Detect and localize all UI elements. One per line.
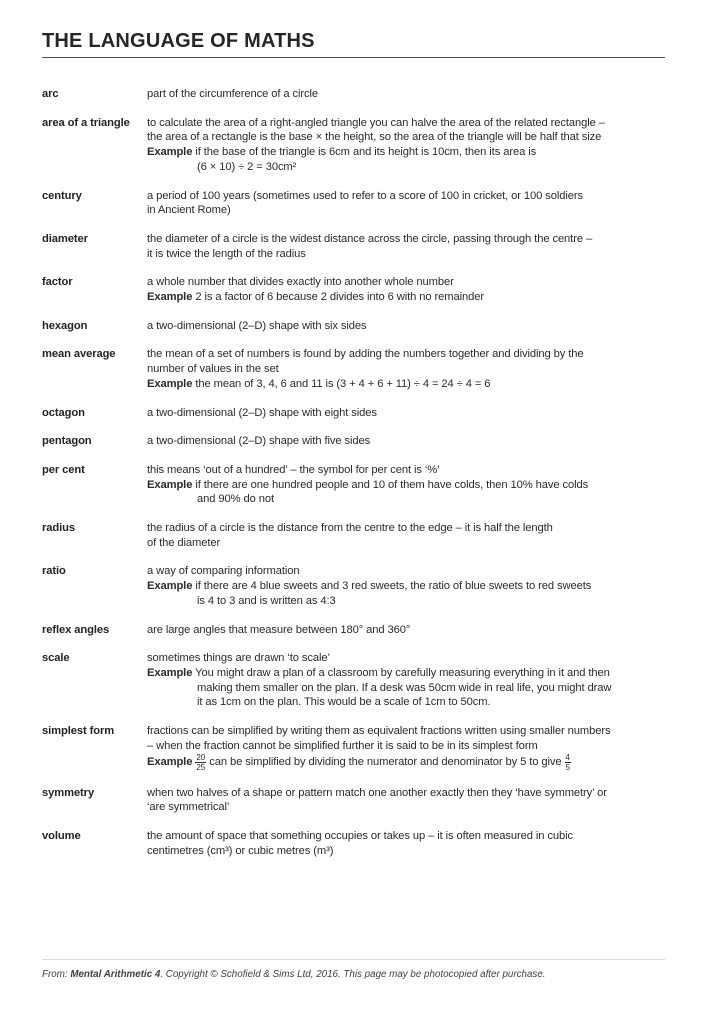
- glossary-entry: [42, 232, 665, 261]
- glossary-entry: [42, 463, 665, 507]
- example-label: Example: [147, 291, 193, 304]
- term-label: area of a triangle: [42, 116, 130, 129]
- fraction-denominator: 5: [565, 762, 570, 772]
- term-label: radius: [42, 522, 75, 535]
- definition-line: to calculate the area of a right-angled triangle you can halve the area of the related rectangle –: [147, 116, 605, 129]
- example-label: Example: [147, 666, 193, 679]
- term-label: ratio: [42, 565, 66, 578]
- definition-line: making them smaller on the plan. If a desk was 50cm wide in real life, you might draw: [197, 681, 612, 694]
- definition: [147, 564, 665, 608]
- glossary-entry: [42, 87, 665, 102]
- definition: [147, 87, 665, 102]
- term-label: octagon: [42, 406, 85, 419]
- glossary-entry: [42, 786, 665, 815]
- definition-line: when two halves of a shape or pattern match one another exactly then they ‘have symmetry’ or: [147, 786, 607, 799]
- fraction-numerator: 4: [565, 752, 570, 762]
- glossary-entry: [42, 116, 665, 175]
- example-label: Example: [147, 377, 193, 390]
- term-label: diameter: [42, 232, 88, 245]
- footer-prefix: From:: [42, 969, 71, 980]
- glossary-entry: [42, 406, 665, 421]
- glossary-list: [42, 87, 665, 858]
- definition-line: a two-dimensional (2–D) shape with eight sides: [147, 406, 377, 419]
- definition-line: a whole number that divides exactly into another whole number: [147, 276, 454, 289]
- definition-line: centimetres (cm³) or cubic metres (m³): [147, 844, 334, 857]
- definition-line: – when the fraction cannot be simplified further it is said to be in its simplest form: [147, 739, 538, 752]
- definition-line: and 90% do not: [197, 493, 274, 506]
- footer: [42, 959, 665, 981]
- definition-line: Example if the base of the triangle is 6cm and its height is 10cm, then its area is: [147, 146, 537, 159]
- glossary-entry: [42, 434, 665, 449]
- example-label: Example: [147, 755, 193, 768]
- term-label: pentagon: [42, 435, 92, 448]
- definition-line: ‘are symmetrical’: [147, 801, 230, 814]
- definition: [147, 347, 665, 391]
- glossary-entry: [42, 623, 665, 638]
- definition: [147, 651, 665, 710]
- definition-line: Example You might draw a plan of a classroom by carefully measuring everything in it and then: [147, 666, 610, 679]
- definition-line: this means ‘out of a hundred’ – the symbol for per cent is ‘%’: [147, 463, 440, 476]
- term-label: symmetry: [42, 786, 95, 799]
- definition: [147, 786, 665, 815]
- definition-line: fractions can be simplified by writing them as equivalent fractions written using smaller numbers: [147, 725, 611, 738]
- definition: [147, 319, 665, 334]
- footer-source-title: Mental Arithmetic 4: [70, 969, 161, 980]
- definition-line: it as 1cm on the plan. This would be a scale of 1cm to 50cm.: [197, 696, 491, 709]
- fraction: [195, 754, 206, 772]
- definition-line: a two-dimensional (2–D) shape with six sides: [147, 319, 367, 332]
- definition-line: it is twice the length of the radius: [147, 247, 306, 260]
- definition: [147, 463, 665, 507]
- definition: [147, 406, 665, 421]
- fraction-denominator: 25: [196, 762, 206, 772]
- term-label: scale: [42, 652, 70, 665]
- definition-line: a way of comparing information: [147, 565, 300, 578]
- definition: [147, 829, 665, 858]
- definition-line: part of the circumference of a circle: [147, 88, 319, 100]
- definition-line: Example the mean of 3, 4, 6 and 11 is (3 + 4 + 6 + 11) ÷ 4 = 24 ÷ 4 = 6: [147, 377, 491, 390]
- glossary-entry: [42, 189, 665, 218]
- definition: [147, 232, 665, 261]
- definition-line: number of values in the set: [147, 363, 279, 376]
- title-rule: [42, 57, 665, 58]
- definition: [147, 724, 665, 771]
- term-label: hexagon: [42, 319, 88, 332]
- term-label: factor: [42, 276, 73, 289]
- example-label: Example: [147, 580, 193, 593]
- definition-line: the diameter of a circle is the widest distance across the circle, passing through the centre –: [147, 232, 593, 245]
- fraction-numerator: 20: [196, 752, 206, 762]
- definition-line: Example 2 is a factor of 6 because 2 divides into 6 with no remainder: [147, 291, 485, 304]
- glossary-entry: [42, 319, 665, 334]
- definition-line: of the diameter: [147, 536, 221, 549]
- footer-copyright: . Copyright © Schofield & Sims Ltd, 2016. This page may be photocopied after purchase.: [160, 969, 546, 980]
- footer-rule: [42, 959, 665, 960]
- definition-line: the mean of a set of numbers is found by adding the numbers together and dividing by the: [147, 348, 584, 361]
- definition-line: is 4 to 3 and is written as 4:3: [197, 594, 336, 607]
- glossary-entry: [42, 275, 665, 304]
- definition: [147, 189, 665, 218]
- definition: [147, 275, 665, 304]
- example-label: Example: [147, 478, 193, 491]
- definition-line: a two-dimensional (2–D) shape with five sides: [147, 435, 371, 448]
- glossary-entry: [42, 521, 665, 550]
- term-label: reflex angles: [42, 623, 110, 636]
- definition-line: Example if there are 4 blue sweets and 3 red sweets, the ratio of blue sweets to red sweets: [147, 580, 592, 593]
- footer-credit: [42, 969, 665, 981]
- definition-line: the radius of a circle is the distance from the centre to the edge – it is half the length: [147, 522, 553, 535]
- definition: [147, 434, 665, 449]
- term-label: mean average: [42, 348, 116, 361]
- definition-line: Example $\frac{20}{25}$ can be simplified by dividing the numerator and denominator by 5 to give $\frac{4}{5}$: [147, 752, 570, 772]
- term-label: arc: [42, 88, 59, 100]
- glossary-entry: [42, 829, 665, 858]
- definition-line: (6 × 10) ÷ 2 = 30cm²: [197, 160, 297, 173]
- definition: [147, 623, 665, 638]
- glossary-entry: [42, 651, 665, 710]
- term-label: volume: [42, 829, 81, 842]
- page-title: THE LANGUAGE OF MATHS: [42, 30, 315, 52]
- definition-line: a period of 100 years (sometimes used to refer to a score of 100 in cricket, or 100 soldiers: [147, 189, 584, 202]
- definition-line: in Ancient Rome): [147, 204, 231, 217]
- example-label: Example: [147, 146, 193, 159]
- definition: [147, 116, 665, 175]
- definition-line: the amount of space that something occupies or takes up – it is often measured in cubic: [147, 829, 573, 842]
- term-label: per cent: [42, 463, 85, 476]
- definition-line: are large angles that measure between 180° and 360°: [147, 623, 411, 636]
- definition-line: Example if there are one hundred people and 10 of them have colds, then 10% have colds: [147, 478, 589, 491]
- worksheet-page: [0, 30, 707, 1030]
- glossary-entry: [42, 724, 665, 771]
- definition-line: the area of a rectangle is the base × the height, so the area of the triangle will be half that size: [147, 131, 602, 144]
- glossary-entry: [42, 347, 665, 391]
- glossary-entry: [42, 564, 665, 608]
- fraction: [565, 754, 571, 772]
- term-label: century: [42, 189, 82, 202]
- definition: [147, 521, 665, 550]
- definition-line: sometimes things are drawn ‘to scale’: [147, 652, 330, 665]
- term-label: simplest form: [42, 725, 115, 738]
